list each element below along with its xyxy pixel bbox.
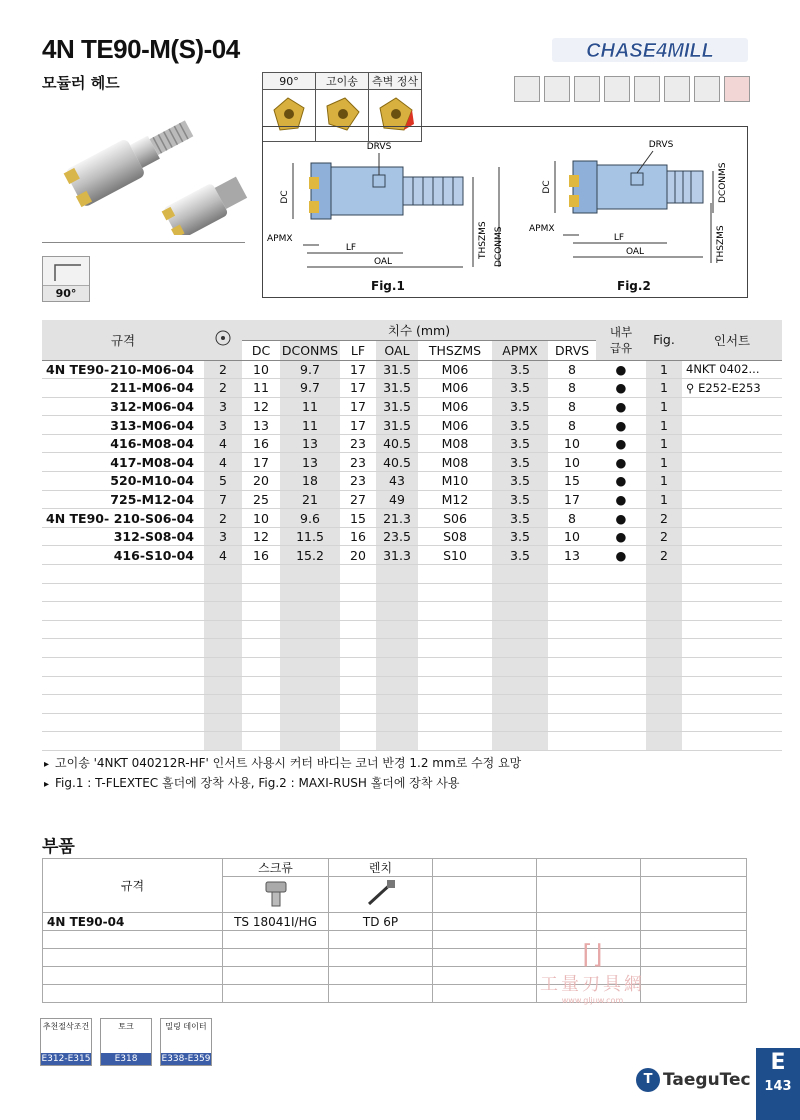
cell-dc: 17 [242,453,280,472]
cell-oal: 31.5 [376,416,418,435]
cell-oal: 40.5 [376,434,418,453]
table-row [42,639,782,658]
svg-text:CHASE4MILL: CHASE4MILL [586,40,714,62]
angle-label: 90° [43,285,89,301]
cell-thszms: S10 [418,546,492,565]
note-1: ▸ 고이송 '4NKT 040212R-HF' 인서트 사용시 커터 바디는 코너 반경 1.2 mm로 수정 요망 [44,754,521,774]
svg-text:THSZMS: THSZMS [716,225,726,263]
col-dimension-header: 치수 (mm) [242,320,596,340]
coolant-mark: ● [596,509,646,528]
fig-number: 2 [646,546,682,565]
cell-drvs: 15 [548,472,596,491]
fig-number: 1 [646,416,682,435]
cell-thszms: M08 [418,434,492,453]
cell-dc: 16 [242,546,280,565]
spec-code: 4N TE90- 210-S06-04 [42,509,204,528]
cell-thszms: S08 [418,527,492,546]
teeth-count: 4 [204,434,242,453]
fig-number: 1 [646,490,682,509]
table-row [42,360,782,379]
cell-oal: 31.5 [376,397,418,416]
slotting-icon [544,76,570,102]
teeth-count-icon [213,328,233,348]
cell-dconms: 15.2 [280,546,340,565]
chase4mill-logo [552,36,748,64]
svg-text:APMX: APMX [267,234,293,244]
cell-lf: 23 [340,472,376,491]
angle-90-box [42,256,90,302]
svg-text:DCONMS: DCONMS [718,162,728,203]
spec-code: 312-M06-04 [42,397,204,416]
cell-drvs: 10 [548,434,596,453]
face-milling-icon [514,76,540,102]
spec-code: 520-M10-04 [42,472,204,491]
cell-dc: 11 [242,379,280,398]
teeth-count: 2 [204,360,242,379]
cell-lf: 27 [340,490,376,509]
cell-apmx: 3.5 [492,379,548,398]
cell-apmx: 3.5 [492,509,548,528]
teeth-count: 5 [204,472,242,491]
note-2: ▸ Fig.1 : T-FLEXTEC 홀더에 장착 사용, Fig.2 : MAXI-RUSH 홀더에 장착 사용 [44,774,521,794]
table-row [42,434,782,453]
table-row [42,676,782,695]
cell-thszms: M06 [418,379,492,398]
spec-code: 416-S10-04 [42,546,204,565]
badge-cutting-conditions[interactable]: 추천절삭조건 E312-E315 [40,1018,92,1066]
tool-photo [38,95,248,235]
table-row [42,732,782,751]
cell-dc: 10 [242,360,280,379]
cell-lf: 17 [340,416,376,435]
col-dconms: DCONMS [280,340,340,360]
coolant-mark: ● [596,397,646,416]
section-tab [756,1048,800,1120]
teeth-count: 4 [204,546,242,565]
cell-apmx: 3.5 [492,453,548,472]
parts-title: 부품 [42,837,75,857]
parts-col-screw: 스크류 [223,859,329,877]
coolant-mark: ● [596,379,646,398]
fig-number: 1 [646,397,682,416]
teeth-count: 4 [204,453,242,472]
table-row [42,453,782,472]
coolant-mark: ● [596,546,646,565]
fig-number: 1 [646,472,682,491]
col-oal: OAL [376,340,418,360]
table-row [42,509,782,528]
cell-dc: 12 [242,397,280,416]
cell-drvs: 8 [548,509,596,528]
cell-apmx: 3.5 [492,434,548,453]
coolant-mark: ● [596,434,646,453]
table-row [42,565,782,584]
spec-code: 416-M08-04 [42,434,204,453]
col-dc: DC [242,340,280,360]
fig1-label: Fig.1 [371,279,405,293]
cell-oal: 40.5 [376,453,418,472]
fig2-label: Fig.2 [617,279,651,293]
dimension-drawing [263,127,749,299]
fig-number: 1 [646,379,682,398]
cell-dconms: 9.6 [280,509,340,528]
badge-torque[interactable]: 토크 E318 [100,1018,152,1066]
fig-number: 1 [646,453,682,472]
teeth-count: 3 [204,416,242,435]
cell-apmx: 3.5 [492,546,548,565]
cell-drvs: 13 [548,546,596,565]
insert-type-90: 90° [263,73,316,90]
cell-drvs: 8 [548,360,596,379]
shoulder-milling-icon [574,76,600,102]
cell-thszms: M06 [418,416,492,435]
cell-apmx: 3.5 [492,416,548,435]
table-row [42,658,782,677]
teeth-count: 7 [204,490,242,509]
col-lf: LF [340,340,376,360]
magnifier-icon: ⚲ [686,380,695,395]
cell-oal: 31.3 [376,546,418,565]
spec-code: 417-M08-04 [42,453,204,472]
table-row [42,583,782,602]
cell-drvs: 17 [548,490,596,509]
svg-text:OAL: OAL [373,257,393,267]
col-thszms: THSZMS [418,340,492,360]
cell-dconms: 11.5 [280,527,340,546]
table-row [42,416,782,435]
fig-number: 1 [646,434,682,453]
fig-number: 2 [646,509,682,528]
svg-text:DCONMS: DCONMS [494,226,504,267]
cell-drvs: 8 [548,416,596,435]
taegutec-logo: T TaeguTec [636,1068,751,1092]
angle-icon [43,257,89,285]
cell-lf: 17 [340,397,376,416]
photo-divider [42,242,245,243]
cell-oal: 23.5 [376,527,418,546]
page-title: 4N TE90-M(S)-04 [42,34,240,64]
insert-name: 4NKT 0402... [682,360,782,379]
wrench-icon [361,878,401,908]
screw-icon [256,878,296,908]
table-row [42,490,782,509]
badge-milling-data[interactable]: 밀링 데이터 E338-E359 [160,1018,212,1066]
svg-text:DRVS: DRVS [366,142,392,152]
watermark: ⌈⌋ 工量刃具網 www.gljuw.com [540,940,645,1005]
cell-dconms: 11 [280,397,340,416]
cell-oal: 49 [376,490,418,509]
cell-apmx: 3.5 [492,360,548,379]
cell-thszms: M06 [418,397,492,416]
table-row [42,713,782,732]
teeth-count: 3 [204,397,242,416]
cell-drvs: 10 [548,453,596,472]
cell-apmx: 3.5 [492,490,548,509]
cell-dc: 13 [242,416,280,435]
cell-oal: 31.5 [376,360,418,379]
table-row [42,379,782,398]
svg-text:APMX: APMX [529,224,555,234]
cell-thszms: S06 [418,509,492,528]
col-coolant-header: 내부 급유 [596,320,646,360]
cell-lf: 23 [340,453,376,472]
cell-dc: 12 [242,527,280,546]
parts-col-wrench: 렌치 [329,859,433,877]
cell-dconms: 9.7 [280,379,340,398]
taegutec-mark-icon: T [636,1068,660,1092]
notes [44,754,521,794]
col-fig-header: Fig. [646,320,682,360]
cell-drvs: 8 [548,397,596,416]
table-row [42,527,782,546]
insert-type-high-feed: 고이송 [316,73,369,90]
coolant-mark: ● [596,360,646,379]
coolant-mark: ● [596,527,646,546]
cell-lf: 16 [340,527,376,546]
cell-oal: 43 [376,472,418,491]
svg-text:DRVS: DRVS [648,140,674,150]
cell-dc: 10 [242,509,280,528]
spec-code: 312-S08-04 [42,527,204,546]
cell-lf: 17 [340,379,376,398]
side-milling-icon [604,76,630,102]
svg-text:OAL: OAL [625,247,645,257]
coolant-mark: ● [596,472,646,491]
dimension-figures [262,126,748,298]
table-row [42,602,782,621]
cell-apmx: 3.5 [492,397,548,416]
cell-dc: 20 [242,472,280,491]
cell-oal: 21.3 [376,509,418,528]
spec-table [42,320,782,751]
svg-text:DC: DC [280,190,290,204]
table-row [42,620,782,639]
cell-dconms: 18 [280,472,340,491]
svg-text:LF: LF [613,233,625,243]
cell-dc: 16 [242,434,280,453]
teeth-count: 2 [204,379,242,398]
cell-dconms: 13 [280,434,340,453]
cell-lf: 20 [340,546,376,565]
cell-lf: 23 [340,434,376,453]
cell-thszms: M08 [418,453,492,472]
ramping-icon [664,76,690,102]
coolant-mark: ● [596,416,646,435]
cell-dconms: 9.7 [280,360,340,379]
col-apmx: APMX [492,340,548,360]
teeth-count: 2 [204,509,242,528]
fig-number: 1 [646,360,682,379]
cell-dconms: 13 [280,453,340,472]
cell-oal: 31.5 [376,379,418,398]
parts-row-code: 4N TE90-04 [43,913,223,931]
cell-apmx: 3.5 [492,527,548,546]
page-subtitle: 모듈러 헤드 [42,74,120,92]
spec-code: 4N TE90- 210-M06-04 [42,360,204,379]
insert-type-side-finish: 측벽 정삭 [369,73,422,90]
machining-operation-icons [508,72,748,124]
page-number: 143 [764,1079,792,1094]
table-row [42,695,782,714]
coolant-mark: ● [596,453,646,472]
svg-text:LF: LF [345,243,357,253]
cell-dconms: 11 [280,416,340,435]
col-insert-header: 인서트 [682,320,782,360]
col-spec-header: 규격 [42,320,204,360]
cell-apmx: 3.5 [492,472,548,491]
col-drvs: DRVS [548,340,596,360]
svg-text:DC: DC [542,180,552,194]
parts-col-spec: 규격 [43,859,223,913]
plunge-icon [634,76,660,102]
helical-icon [694,76,720,102]
fig-number: 2 [646,527,682,546]
spec-code: 211-M06-04 [42,379,204,398]
cell-thszms: M12 [418,490,492,509]
spec-code: 313-M06-04 [42,416,204,435]
cell-dc: 25 [242,490,280,509]
insert-ref[interactable]: ⚲ E252-E253 [682,379,782,398]
svg-text:THSZMS: THSZMS [478,221,488,259]
table-row [42,397,782,416]
parts-wrench-value: TD 6P [329,913,433,931]
parts-screw-value: TS 18041I/HG [223,913,329,931]
section-letter: E [770,1050,786,1075]
coolant-mark: ● [596,490,646,509]
cell-thszms: M06 [418,360,492,379]
table-row [42,546,782,565]
cell-lf: 17 [340,360,376,379]
cell-drvs: 8 [548,379,596,398]
spec-code: 725-M12-04 [42,490,204,509]
cell-drvs: 10 [548,527,596,546]
table-row [42,472,782,491]
contour-icon [724,76,750,102]
col-teeth-header [204,320,242,360]
cell-lf: 15 [340,509,376,528]
cell-dconms: 21 [280,490,340,509]
cell-thszms: M10 [418,472,492,491]
teeth-count: 3 [204,527,242,546]
